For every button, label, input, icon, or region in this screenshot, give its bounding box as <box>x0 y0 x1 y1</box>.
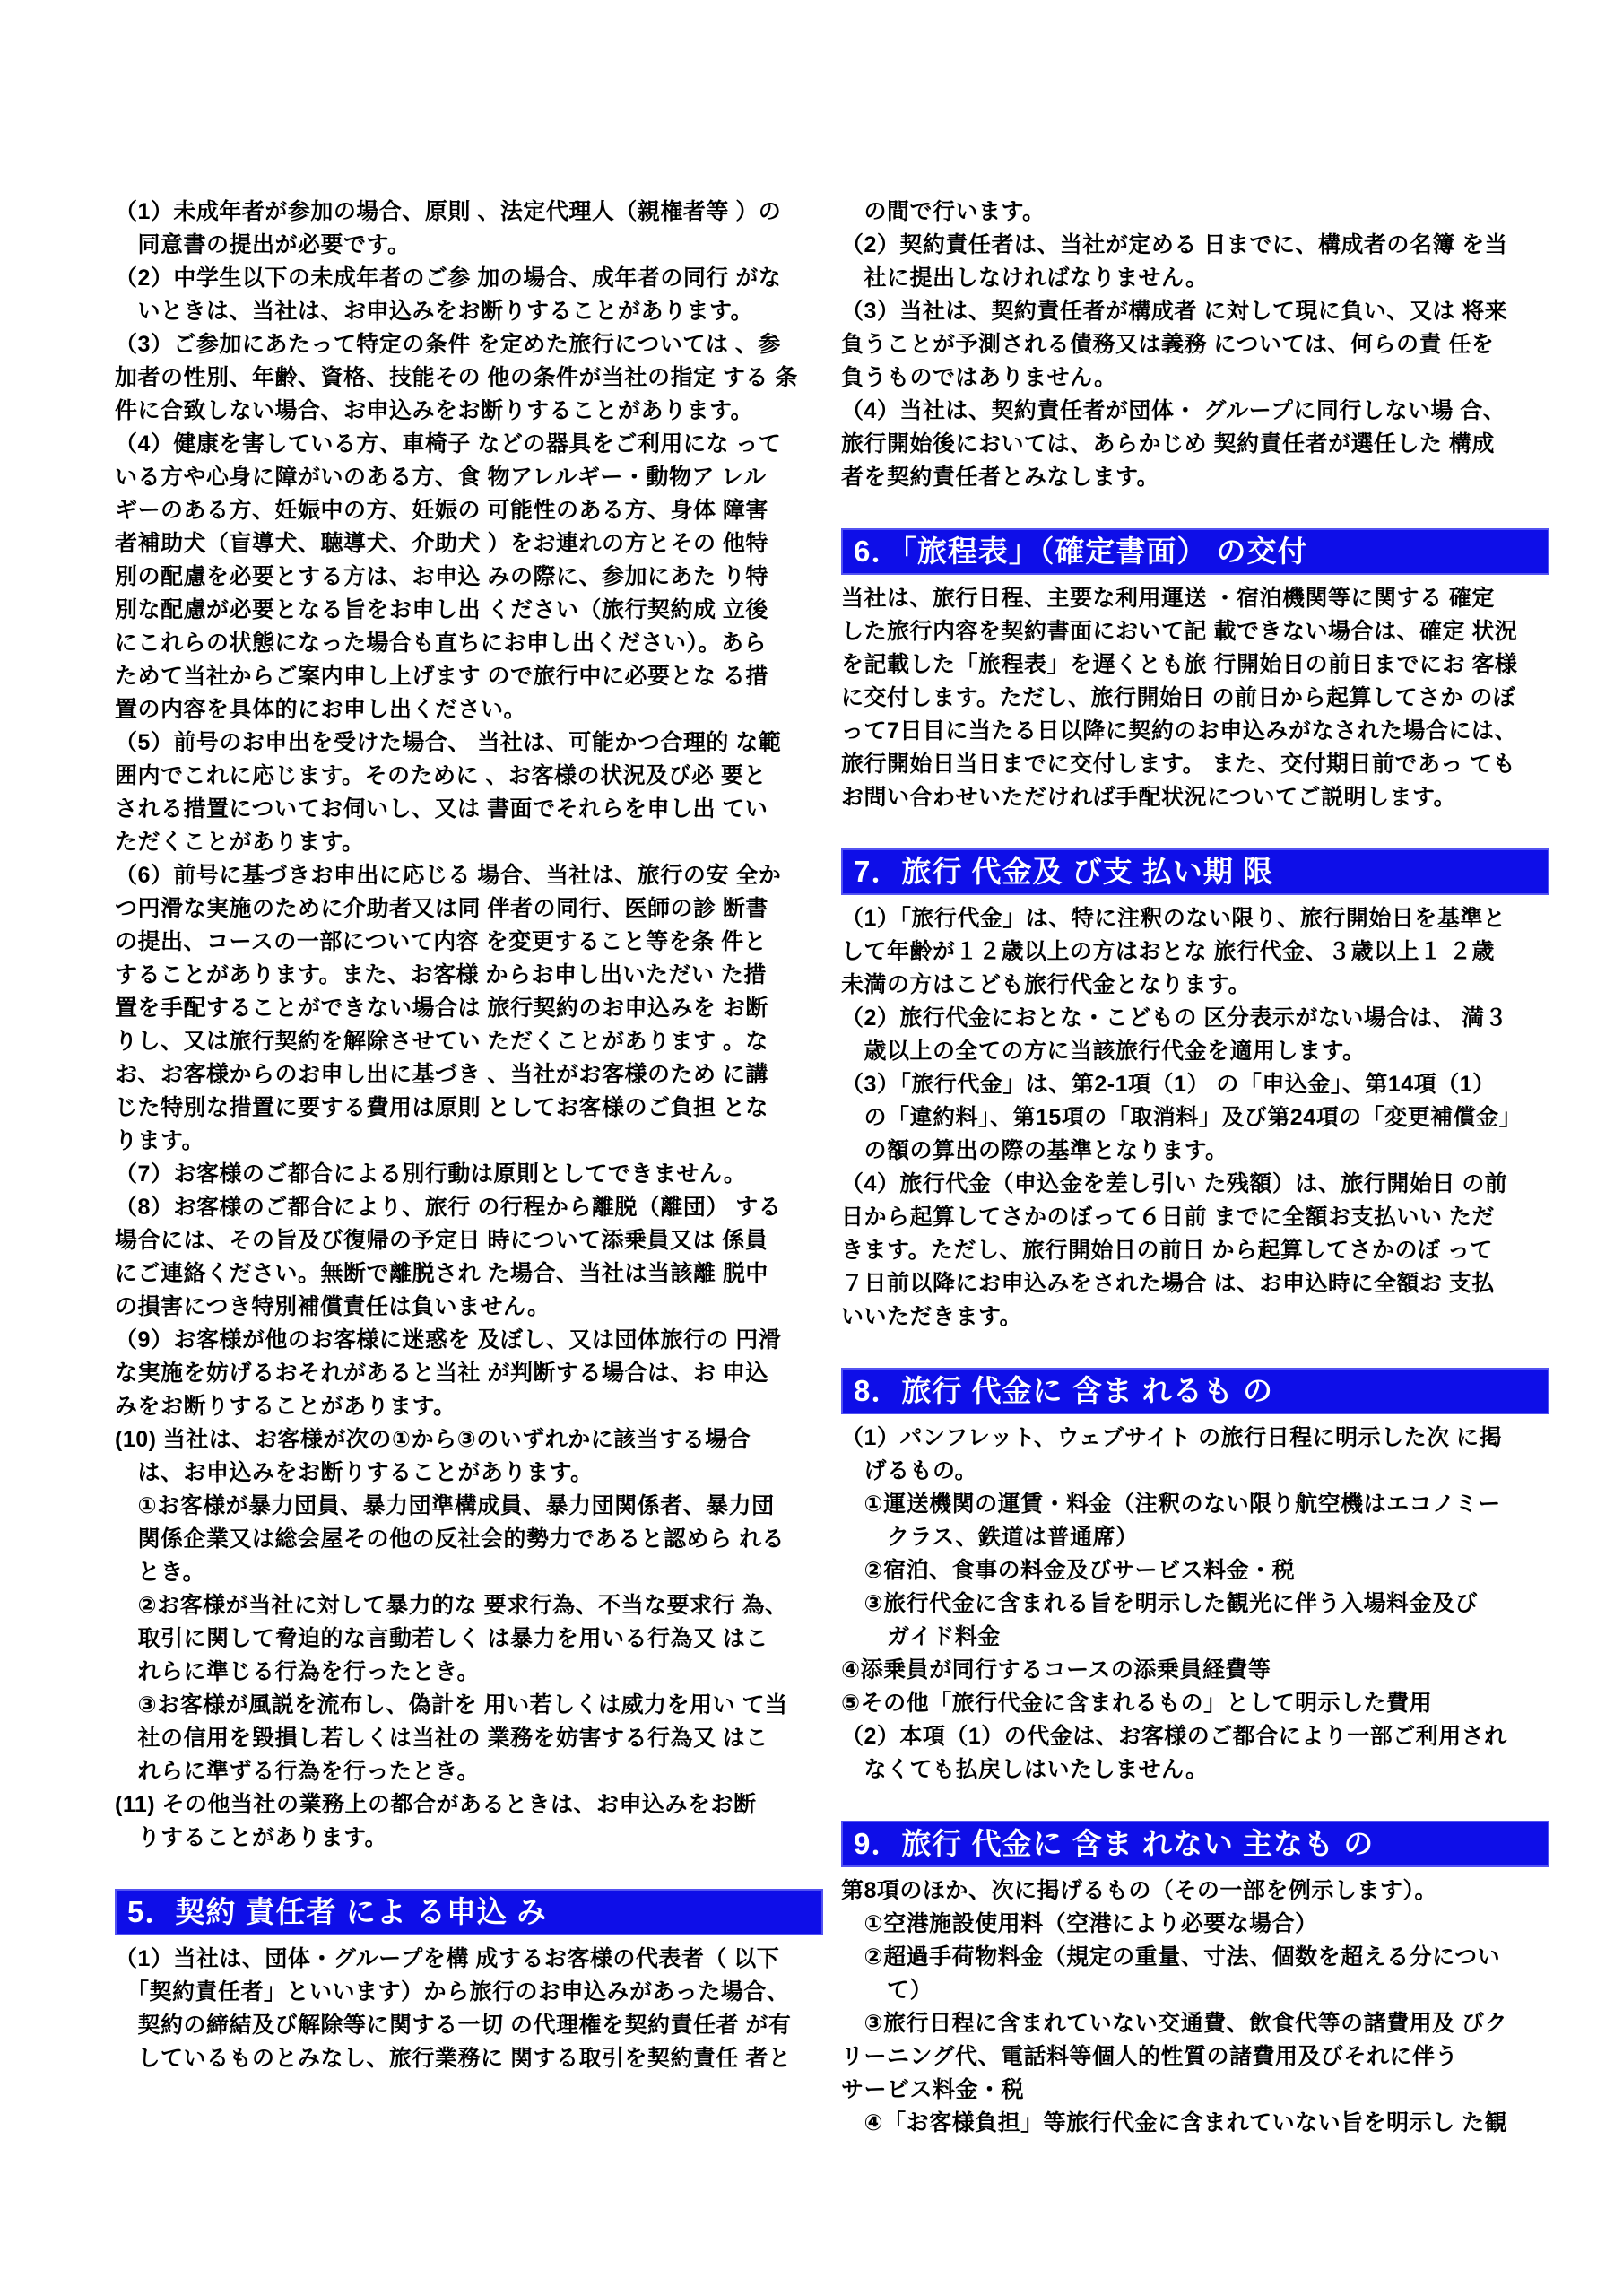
section-8-header: 8．旅行 代金に 含ま れるも の <box>841 1368 1549 1414</box>
text-line: （7）お客様のご都合による別行動は原則としてできません。 <box>115 1161 747 1187</box>
text-line: ③旅行代金に含まれる旨を明示した観光に伴う入場料金及び <box>841 1591 1479 1616</box>
text-line: (11) その他当社の業務上の都合があるときは、お申込みをお断 <box>115 1792 757 1817</box>
text-line: な実施を妨げるおそれがあると当社 が判断する場合は、お 申込 <box>115 1361 768 1386</box>
text-line: の提出、コースの一部について内容 を変更すること等を条 件と <box>115 929 768 954</box>
text-line: の額の算出の際の基準となります。 <box>841 1138 1228 1163</box>
text-line: ①空港施設使用料（空港により必要な場合） <box>841 1911 1318 1936</box>
text-line: を記載した「旅程表」を遅くとも旅 行開始日の前日までにお 客様 <box>841 652 1518 677</box>
text-line: の損害につき特別補償責任は負いません。 <box>115 1294 551 1319</box>
text-line: て） <box>841 1978 933 2003</box>
text-line: 旅行開始日当日までに交付します。 また、交付期日前であっ ても <box>841 752 1516 777</box>
text-line: げるもの。 <box>841 1458 978 1483</box>
text-line: （5）前号のお申出を受けた場合、 当社は、可能かつ合理的 な範 <box>115 730 782 755</box>
text-line: れらに準ずる行為を行ったとき。 <box>115 1759 481 1784</box>
text-line: （4）旅行代金（申込金を差し引い た残額）は、旅行開始日 の前 <box>841 1171 1508 1196</box>
text-line: （1）パンフレット、ウェブサイト の旅行日程に明示した次 に掲 <box>841 1425 1503 1450</box>
text-line: 社に提出しなければなりません。 <box>841 265 1209 291</box>
text-line: 「契約責任者」といいます）から旅行のお申込みがあった場合、 <box>115 1979 790 2005</box>
text-line: ③旅行日程に含まれていない交通費、飲食代等の諸費用及 びク <box>841 2011 1508 2036</box>
text-line: (10) 当社は、お客様が次の①から③のいずれかに該当する場合 <box>115 1427 751 1452</box>
text-line: （8）お客様のご都合により、旅行 の行程から離脱（離団） する <box>115 1195 782 1220</box>
text-line: 負うものではありません。 <box>841 365 1117 390</box>
text-line: ④添乗員が同行するコースの添乗員経費等 <box>841 1657 1271 1683</box>
text-line: 負うことが予測される債務又は義務 については、何らの責 任を <box>841 332 1495 357</box>
text-line: お、お客様からのお申し出に基づき 、当社がお客様のため に講 <box>115 1062 768 1087</box>
text-line: （2）中学生以下の未成年者のご参 加の場合、成年者の同行 がな <box>115 265 782 291</box>
section-5-header: 5．契約 責任者 によ る申込 み <box>115 1889 823 1935</box>
text-line: ④「お客様負担」等旅行代金に含まれていない旨を明示し た観 <box>841 2110 1508 2135</box>
text-line: される措置についてお伺いし、又は 書面でそれらを申し出 てい <box>115 796 768 822</box>
text-line: ⑤その他「旅行代金に含まれるもの」として明示した費用 <box>841 1691 1433 1716</box>
text-line: にご連絡ください。無断で離脱され た場合、当社は当該離 脱中 <box>115 1261 768 1286</box>
text-line: の間で行います。 <box>841 199 1046 224</box>
text-line: じた特別な措置に要する費用は原則 としてお客様のご負担 とな <box>115 1095 768 1120</box>
text-line: 歳以上の全ての方に当該旅行代金を適用します。 <box>841 1039 1366 1064</box>
text-line: 加者の性別、年齢、資格、技能その 他の条件が当社の指定 する 条 <box>115 365 798 390</box>
text-line: りすることがあります。 <box>115 1825 388 1850</box>
text-line: に交付します。ただし、旅行開始日 の前日から起算してさか のぼ <box>841 685 1516 710</box>
text-line: って7日目に当たる日以降に契約のお申込みがなされた場合には、 <box>841 718 1517 744</box>
text-line: （4）当社は、契約責任者が団体・ グループに同行しない場 合、 <box>841 398 1506 423</box>
text-line: した旅行内容を契約書面において記 載できない場合は、確定 状況 <box>841 619 1518 644</box>
text-line: ７日前以降にお申込みをされた場合 は、お申込時に全額お 支払 <box>841 1271 1495 1296</box>
text-line: 同意書の提出が必要です。 <box>115 232 411 257</box>
text-line: して年齢が１２歳以上の方はおとな 旅行代金、３歳以上１ ２歳 <box>841 939 1495 964</box>
text-line: 者を契約責任者とみなします。 <box>841 465 1160 490</box>
text-line: ②宿泊、食事の料金及びサービス料金・税 <box>841 1558 1296 1583</box>
text-line: いときは、当社は、お申込みをお断りすることがあります。 <box>115 299 754 324</box>
text-line: ②超過手荷物料金（規定の重量、寸法、個数を超える分につい <box>841 1944 1501 1970</box>
text-line: ります。 <box>115 1128 205 1153</box>
text-line: 当社は、旅行日程、主要な利用運送 ・宿泊機関等に関する 確定 <box>841 586 1495 611</box>
text-line: （3）ご参加にあたって特定の条件 を定めた旅行については 、参 <box>115 332 781 357</box>
text-line: ①お客様が暴力団員、暴力団準構成員、暴力団関係者、暴力団 <box>115 1493 775 1518</box>
text-line: の「違約料」、第15項の「取消料」及び第24項の「変更補償金」 <box>841 1105 1523 1130</box>
text-line: 別な配慮が必要となる旨をお申し出 ください（旅行契約成 立後 <box>115 597 768 622</box>
text-line: 社の信用を毀損し若しくは当社の 業務を妨害する行為又 はこ <box>115 1726 768 1751</box>
text-line: （2）契約責任者は、当社が定める 日までに、構成者の名簿 を当 <box>841 232 1508 257</box>
text-line: いいただきます。 <box>841 1304 1023 1329</box>
text-line: （3）「旅行代金」は、第2-1項（1） の「申込金」、第14項（1） <box>841 1072 1496 1097</box>
text-line: きます。ただし、旅行開始日の前日 から起算してさかのぼ って <box>841 1238 1493 1263</box>
text-line: 旅行開始後においては、あらかじめ 契約責任者が選任した 構成 <box>841 431 1495 457</box>
text-line: 置を手配することができない場合は 旅行契約のお申込みを お断 <box>115 996 768 1021</box>
text-line: 場合には、その旨及び復帰の予定日 時について添乗員又は 係員 <box>115 1228 768 1253</box>
text-line: 第8項のほか、次に掲げるもの（その一部を例示します）。 <box>841 1878 1437 1903</box>
text-line: サービス料金・税 <box>841 2077 1025 2102</box>
text-line: つ円滑な実施のために介助者又は同 伴者の同行、医師の診 断書 <box>115 896 768 921</box>
section-6-header: 6．「旅程表」（確定書面） の交付 <box>841 528 1549 575</box>
text-line: （2）本項（1）の代金は、お客様のご都合により一部ご利用され <box>841 1724 1507 1749</box>
text-line: 日から起算してさかのぼって６日前 までに全額お支払いい ただ <box>841 1205 1495 1230</box>
text-line: 者補助犬（盲導犬、聴導犬、介助犬 ）をお連れの方とその 他特 <box>115 531 768 556</box>
text-line: （1）未成年者が参加の場合、原則 、法定代理人（親権者等 ）の <box>115 199 782 224</box>
text-line: ただくことがあります。 <box>115 830 365 855</box>
section-7-header: 7．旅行 代金及 び支 払い期 限 <box>841 848 1549 895</box>
text-line: 置の内容を具体的にお申し出ください。 <box>115 697 527 722</box>
section-9-header: 9．旅行 代金に 含ま れない 主なも の <box>841 1821 1549 1867</box>
text-line: （3）当社は、契約責任者が構成者 に対して現に負い、又は 将来 <box>841 299 1508 324</box>
text-line: にこれらの状態になった場合も直ちにお申し出ください）。あら <box>115 631 768 656</box>
text-line: れらに準じる行為を行ったとき。 <box>115 1659 481 1684</box>
text-line: なくても払戻しはいたしません。 <box>841 1757 1209 1782</box>
text-line: とき。 <box>115 1560 206 1585</box>
text-line: 取引に関して脅迫的な言動若しく は暴力を用いる行為又 はこ <box>115 1626 768 1651</box>
text-line: しているものとみなし、旅行業務に 関する取引を契約責任 者と <box>115 2046 792 2071</box>
text-line: ①運送機関の運賃・料金（注釈のない限り航空機はエコノミー <box>841 1492 1501 1517</box>
text-line: ③お客様が風説を流布し、偽計を 用い若しくは威力を用い て当 <box>115 1692 788 1718</box>
text-line: いる方や心身に障がいのある方、食 物アレルギー・動物ア レル <box>115 465 767 490</box>
text-line: （1）当社は、団体・グループを構 成するお客様の代表者（ 以下 <box>115 1946 780 1971</box>
text-line: みをお断りすることがあります。 <box>115 1394 456 1419</box>
text-line: クラス、鉄道は普通席） <box>841 1525 1139 1550</box>
text-line: りし、又は旅行契約を解除させてい ただくことがあります 。な <box>115 1029 768 1054</box>
text-line: ガイド料金 <box>841 1624 1001 1649</box>
text-line: 未満の方はこども旅行代金となります。 <box>841 972 1252 997</box>
text-line: （6）前号に基づきお申出に応じる 場合、当社は、旅行の安 全か <box>115 863 782 888</box>
text-line: ギーのある方、妊娠中の方、妊娠の 可能性のある方、身体 障害 <box>115 498 768 523</box>
text-line: リーニング代、電話料等個人的性質の諸費用及びそれに伴う <box>841 2044 1459 2069</box>
column-right <box>841 196 1549 2140</box>
text-line: （2）旅行代金におとな・こどもの 区分表示がない場合は、 満３ <box>841 1005 1508 1031</box>
text-line: 囲内でこれに応じます。そのために 、お客様の状況及び必 要と <box>115 763 767 788</box>
text-line: お問い合わせいただければ手配状況についてご説明します。 <box>841 785 1457 810</box>
text-line: は、お申込みをお断りすることがあります。 <box>115 1460 594 1485</box>
text-line: 契約の締結及び解除等に関する一切 の代理権を契約責任者 が有 <box>115 2013 792 2038</box>
text-line: することがあります。また、お客様 からお申し出いただい た措 <box>115 962 767 987</box>
text-line: （1）「旅行代金」は、特に注釈のない限り、旅行開始日を基準と <box>841 906 1506 931</box>
text-line: ②お客様が当社に対して暴力的な 要求行為、不当な要求行 為、 <box>115 1593 788 1618</box>
text-line: 関係企業又は総会屋その他の反社会的勢力であると認めら れる <box>115 1526 785 1552</box>
text-line: （4）健康を害している方、車椅子 などの器具をご利用にな って <box>115 431 782 457</box>
column-left <box>115 196 823 2075</box>
text-line: （9）お客様が他のお客様に迷惑を 及ぼし、又は団体旅行の 円滑 <box>115 1327 782 1352</box>
text-line: 別の配慮を必要とする方は、お申込 みの際に、参加にあた り特 <box>115 564 768 589</box>
text-line: ためて当社からご案内申し上げます ので旅行中に必要とな る措 <box>115 664 768 689</box>
text-line: 件に合致しない場合、お申込みをお断りすることがあります。 <box>115 398 754 423</box>
